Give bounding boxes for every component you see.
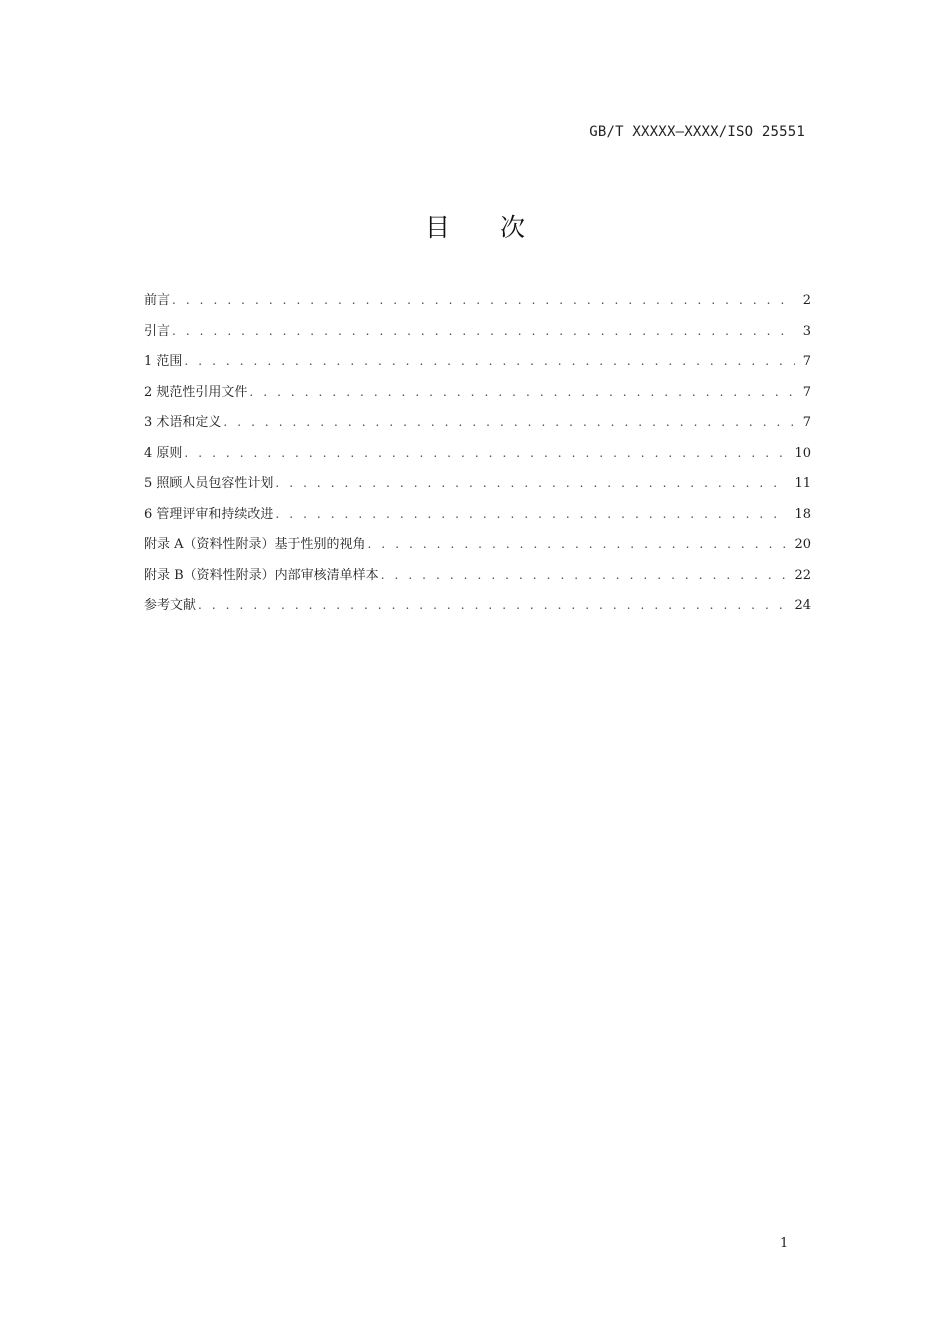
toc-entry-label: 5 照顾人员包容性计划 (144, 476, 274, 491)
toc-entry-bibliography[interactable] (144, 594, 811, 625)
toc-entry-label: 6 管理评审和持续改进 (144, 506, 274, 522)
toc-entry-introduction[interactable] (144, 320, 811, 351)
toc-entry-page: 18 (794, 506, 811, 522)
toc-entry-label: 附录 A（资料性附录）基于性别的视角 (144, 537, 366, 552)
dot-leader (381, 568, 789, 582)
dot-leader (223, 415, 795, 429)
toc-entry-label: 附录 B（资料性附录）内部审核清单样本 (144, 567, 379, 583)
dot-leader (275, 476, 788, 490)
toc-entry-page: 11 (794, 476, 811, 491)
toc-entry-label: 2 规范性引用文件 (144, 384, 248, 400)
toc-entry-label: 1 范围 (144, 354, 183, 369)
toc-entry-foreword[interactable] (144, 289, 811, 320)
page-number: 1 (780, 1236, 789, 1251)
toc-entry-terms-definitions[interactable] (144, 411, 811, 442)
dot-leader (249, 385, 795, 399)
toc-entry-page: 7 (802, 354, 811, 369)
dot-leader (275, 507, 788, 521)
toc-entry-label: 4 原则 (144, 445, 183, 461)
toc-entry-normative-references[interactable] (144, 381, 811, 412)
standard-code-header: GB/T XXXXX—XXXX/ISO 25551 (589, 124, 805, 140)
toc-entry-page: 7 (802, 384, 811, 400)
toc-entry-page: 10 (794, 445, 811, 461)
toc-entry-label: 3 术语和定义 (144, 415, 222, 430)
toc-entry-page: 7 (802, 415, 811, 430)
dot-leader (198, 598, 788, 612)
toc-entry-scope[interactable] (144, 350, 811, 381)
toc-entry-page: 20 (794, 537, 811, 552)
title-char-2: 次 (500, 213, 526, 242)
dot-leader (172, 293, 795, 307)
dot-leader (172, 324, 795, 338)
toc-entry-page: 3 (802, 323, 811, 339)
toc-entry-carer-inclusion-plan[interactable] (144, 472, 811, 503)
dot-leader (368, 537, 789, 551)
page-title (0, 208, 950, 244)
dot-leader (184, 446, 788, 460)
table-of-contents (144, 289, 811, 625)
toc-entry-annex-a[interactable] (144, 533, 811, 564)
toc-entry-label: 引言 (144, 323, 171, 339)
dot-leader (184, 354, 795, 368)
toc-entry-page: 22 (794, 567, 811, 583)
toc-entry-management-review[interactable] (144, 503, 811, 534)
toc-entry-label: 前言 (144, 293, 171, 308)
title-char-1: 目 (424, 213, 450, 242)
toc-entry-page: 24 (794, 598, 811, 613)
toc-entry-principles[interactable] (144, 442, 811, 473)
toc-entry-page: 2 (802, 293, 811, 308)
toc-entry-annex-b[interactable] (144, 564, 811, 595)
toc-entry-label: 参考文献 (144, 598, 197, 613)
